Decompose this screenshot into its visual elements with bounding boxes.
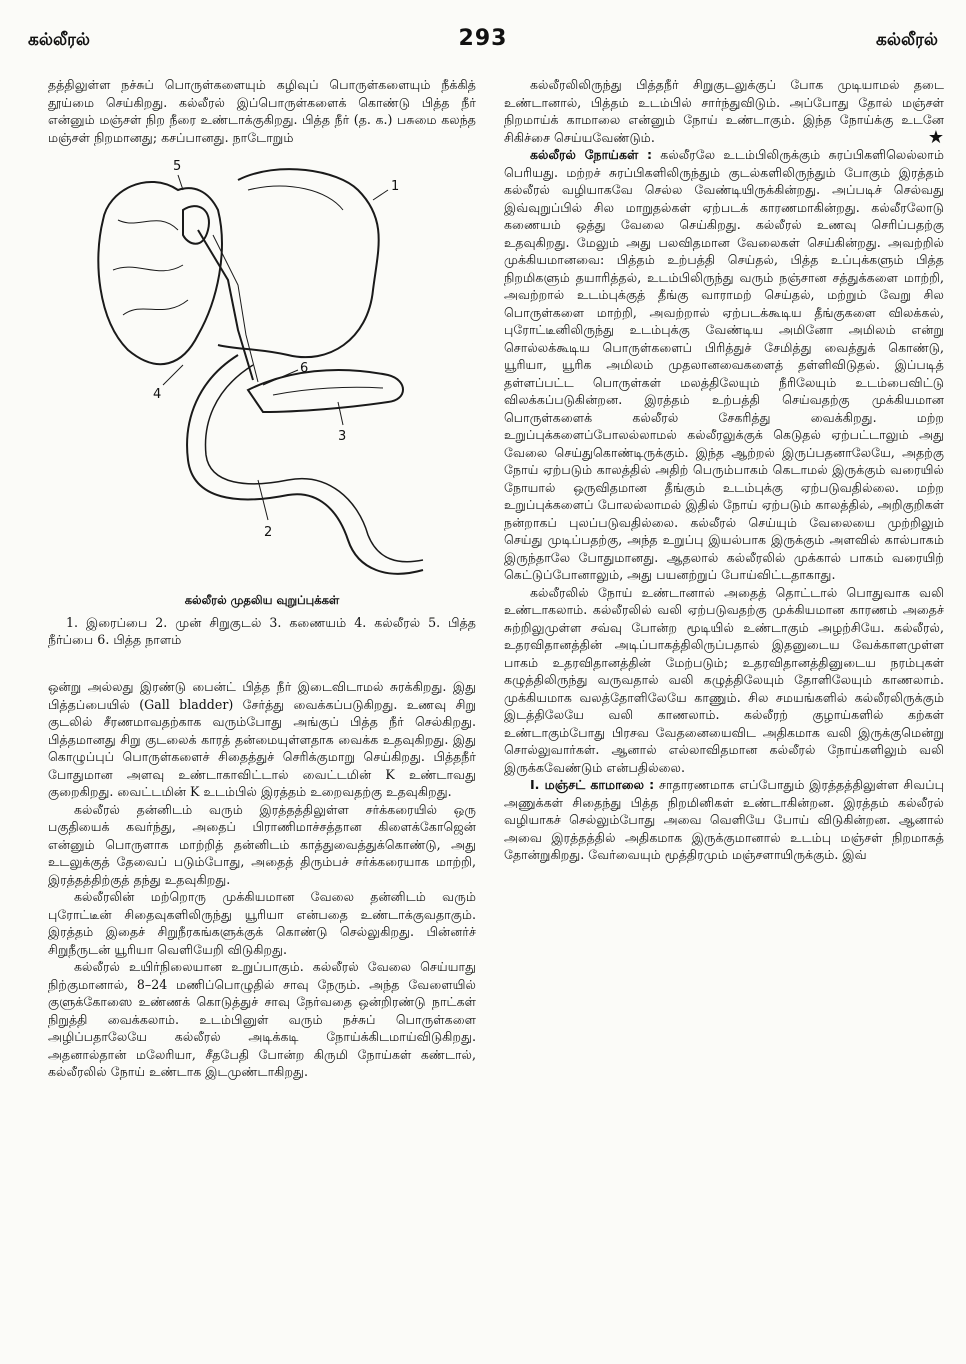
section-heading-liver-diseases: கல்லீரல் நோய்கள் : <box>530 147 653 162</box>
liver-anatomy-illustration <box>88 150 428 590</box>
paragraph-vital-organ: கல்லீரல் உயிர்நிலையான உறுப்பாகும். கல்லீரல் வேலை செய்யாது நிற்குமானால், 8–24 மணிப்பொழுதில் சாவு நேரும். அந்த வேளையில் குளுக்கோஸை உண்ணக் கொடுத்துச் சாவு நேர்வதை ஒன்றிரண்டு நாட்கள் நிறுத்தி வைக்கலாம். உடம்பினுள் வரும் நச்சுப் பொருள்களை அழிப்பதாலேயே கல்லீரல் அடிக்கடி நோய்க்கிடமாய்விடுகிறது. அதனால்தான் மலேரியா, சீதபேதி போன்ற கிருமி நோய்கள் கண்டால், கல்லீரலில் நோய் உண்டாக இடமுண்டாகிறது. <box>48 959 476 1079</box>
figure-label-1: 1 <box>391 179 400 194</box>
paragraph-jaundice: I. மஞ்சட் காமாலை : சாதாரணமாக எப்போதும் இரத்தத்திலுள்ள சிவப்பு அணுக்கள் சிதைந்து பித்த நிறமினிகள் உண்டாகின்றன. இரத்தம் கல்லீரல் வழியாகச் செல்லும்போது அவை வெளியே போய் விடுகின்றன. ஆனால் அவை இரத்தத்தில் அதிகமாக இருக்குமானால் உடம்பு மஞ்சள் நிறமாகத் தோன்றுகிறது. வேர்வையும் மூத்திரமும் மஞ்சளாயிருக்கும். இவ் <box>504 777 944 862</box>
paragraph-bile-secretion: ஒன்று அல்லது இரண்டு பைன்ட் பித்த நீர் இடைவிடாமல் சுரக்கிறது. இது பித்தப்பையில் (Gall bladder) சேர்த்து வைக்கப்படுகிறது. உணவு சிறு குடலில் சீரணமாவதற்காக வரும்போது அங்குப் பித்த நீர் செல்கிறது. பித்தமானது சிறு குடலைக் காரத் தன்மையுள்ளதாக வைக்க உதவுகிறது. இது கொழுப்புப் பொருள்களைச் சிதைத்துச் செரிக்குமாறு செய்கிறது. பித்தநீர் போதுமான அளவு உண்டாகாவிட்டால் வைட்டமின் K உண்டாவது குறைகிறது. வைட்டமின் K உடம்பில் இரத்தம் உறைவதற்கு உதவுகிறது. <box>48 679 476 799</box>
page-number: 293 <box>458 26 508 51</box>
figure-label-4: 4 <box>153 387 162 402</box>
paragraph-liver-pain: கல்லீரலில் நோய் உண்டானால் அதைத் தொட்டால் பொதுவாக வலி உண்டாகலாம். கல்லீரலில் வலி ஏற்படுவதற்கு முக்கியமான காரணம் அதைச் சுற்றிலுமுள்ள சவ்வு போன்ற மூடியில் உண்டாகும் அழற்சியே. கல்லீரல், உதரவிதானத்தின் அடிப்பாகத்திலிருப்பதால் இதனுடைய வேக்காளமுள்ள பாகம் உதரவிதானத்தின் மேற்படும்; உதரவிதானத்தினுடைய நரம்புகள் கழுத்திலிருந்து வருவதால் வலி கழுத்திலேயும் தோளிலேயும் காணலாம். முக்கியமாக வலத்தோளிலேயே காணும். சில சமயங்களில் கல்லீரலிருக்கும் இடத்திலேயே வலி காணலாம். கல்லீரற் குழாய்களில் கற்கள் உண்டாகும்போது பிரசவ வேதனையைவிட அதிகமாக வலி இருக்குமென்று சொல்லுவார்கள். ஆனால் எல்லாவிதமான கல்லீரல் நோய்களிலும் வலி இருக்கவேண்டும் என்பதில்லை. <box>504 584 944 775</box>
liver-figure <box>48 150 476 670</box>
stomach-outline <box>218 169 379 357</box>
gall-bladder-outline <box>183 206 209 244</box>
star-icon: ★ <box>927 126 944 148</box>
right-column <box>504 76 944 864</box>
duodenum-outline <box>187 355 423 574</box>
figure-caption-legend: 1. இரைப்பை 2. முன் சிறுகுடல் 3. கணையம் 4. கல்லீரல் 5. பித்த நீர்ப்பை 6. பித்த நாளம் <box>48 614 476 647</box>
paragraph-liver-diseases: கல்லீரல் நோய்கள் : கல்லீரலே உடம்பிலிருக்கும் சுரப்பிகளிலெல்லாம் பெரியது. மற்றச் சுரப்பிகளிலிருந்தும் குடல்களிலிருந்தும் போகும் இரத்தம் கல்லீரல் வழியாகவே செல்ல வேண்டியிருக்கின்றது. அப்படிச் செல்வது இவ்வுறுப்பில் சில மாறுதல்கள் ஏற்படக் காரணமாகின்றது. கல்லீரலோடு கணையம் ஒத்து வேலை செய்கிறது. கல்லீரல் உணவு செரிப்பதற்கு உதவுகிறது. மேலும் அது பலவிதமான வேலைகள் செய்கின்றது. அவற்றில் முக்கியமானவை: பித்தம் உற்பத்தி செய்தல், பித்த உப்புக்களும் பித்த நிறமிகளும் தயாரித்தல், உடம்பிலிருந்து வரும் நஞ்சான சத்துக்களை மாற்றி, அவற்றால் உடம்புக்குத் தீங்கு வாராமற் செய்தல், மற்றும் வேறு சில பொருள்களை மாற்றி, அவற்றால் ஏற்படக்கூடிய தீங்குகளை விலக்கல், புரோட்டீனிலிருந்து உடம்புக்கு வேண்டிய அமினோ அமிலம் என்று சொல்லக்கூடிய பொருள்களைப் பிரித்துச் சேமித்து வைத்துக் கொண்டு, யூரியா, யூரிக அமிலம் முதலானவைகளைத் தள்ளிவிடுதல். இப்படித் தள்ளப்பட்ட பொருள்கள் மலத்திலேயும் நீரிலேயும் உடம்பைவிட்டு விலக்கப்படுகின்றன. இரத்தம் உற்பத்தி செய்வதற்கு முக்கியமான பொருள்களைக் கல்லீரல் சேகரித்து வைக்கிறது. மற்ற உறுப்புக்களைப்போலல்லாமல் கல்லீரலுக்குக் கெடுதல் ஏற்பட்டாலும் அது வேலை செய்துகொண்டிருக்கும். இந்த ஆற்றல் இருப்பதனாலேயே, அதற்கு நோய் ஏற்படும் காலத்தில் அதிற் பெரும்பாகம் கெடாமல் இருக்கும் வரையில் நோயால் ஒருவிதமான தீங்கும் உடம்புக்கு ஏற்படுவதில்லை. மற்ற உறுப்புக்களைப் போலல்லாமல் இதில் நோய் ஏற்படும் காலத்தில், அறிகுறிகள் நன்றாகப் புலப்படுவதில்லை. கல்லீரல் செய்யும் வேலையை முற்றிலும் செய்து முடிப்பதற்கு, அந்த உறுப்பு இயல்பாக இருக்கும் அளவில் கால்பாகம் இருந்தாலே போதுமானது. ஆதலால் கல்லீரலில் முக்கால் பாகம் வரையிற் கெட்டுப்போனாலும், அது பயனற்றுப் போய்விட்டதாகாது. <box>504 147 944 582</box>
figure-label-2: 2 <box>264 525 273 540</box>
paragraph-urea: கல்லீரலின் மற்றொரு முக்கியமான வேலை தன்னிடம் வரும் புரோட்டீன் சிதைவுகளிலிருந்து யூரியா என்பதை உண்டாக்குவதாகும். இரத்தம் இதைச் சிறுநீரகங்களுக்குக் கொண்டு செல்லுகிறது. பின்னர்ச் சிறுநீருடன் யூரியா வெளியேறி விடுகிறது. <box>48 889 476 957</box>
paragraph-top-right: கல்லீரலிலிருந்து பித்தநீர் சிறுகுடலுக்குப் போக முடியாமல் தடை உண்டானால், பித்தம் உடம்பில் சார்ந்துவிடும். அப்போது தோல் மஞ்சள் நிறமாய்க் காமாலை என்னும் நோய் உண்டாகும். இந்த நோய்க்கு உடனே சிகிச்சை செய்யவேண்டும். ★ <box>504 77 944 148</box>
figure-label-6: 6 <box>300 361 309 376</box>
figure-label-5: 5 <box>173 159 182 174</box>
pancreas-outline <box>248 370 403 412</box>
figure-label-3: 3 <box>338 429 347 444</box>
sub-heading-jaundice: I. மஞ்சட் காமாலை : <box>530 777 655 792</box>
figure-caption-title: கல்லீரல் முதலிய வுறுப்புக்கள் <box>184 593 340 607</box>
running-header-left: கல்லீரல் <box>28 30 91 50</box>
running-header-right: கல்லீரல் <box>875 30 938 50</box>
left-column <box>48 76 476 1081</box>
paragraph-top-left: தத்திலுள்ள நச்சுப் பொருள்களையும் கழிவுப் பொருள்களையும் நீக்கித் தூய்மை செய்கிறது. கல்லீரல் இப்பொருள்களைக் கொண்டு பித்த நீர் என்னும் மஞ்சள் நிற நீரை உண்டாக்குகிறது. பித்த நீர் (த. க.) பசுமை கலந்த மஞ்சள் நிறமானது; கசப்பானது. நாடோறும் <box>48 77 476 145</box>
bile-duct <box>198 230 253 380</box>
paragraph-glycogen: கல்லீரல் தன்னிடம் வரும் இரத்தத்திலுள்ள சர்க்கரையில் ஒரு பகுதியைக் கவர்ந்து, அதைப் பிராணிமாச்சத்தான கிளைக்கோஜென் என்னும் பொருளாக மாற்றித் தன்னிடம் காத்துவைத்துக்கொண்டு, அது உடலுக்குத் தேவைப் படும்போது, அதைத் திரும்பச் சர்க்கரையாக மாற்றி, இரத்தத்திற்குத் தந்து உதவுகிறது. <box>48 801 476 887</box>
